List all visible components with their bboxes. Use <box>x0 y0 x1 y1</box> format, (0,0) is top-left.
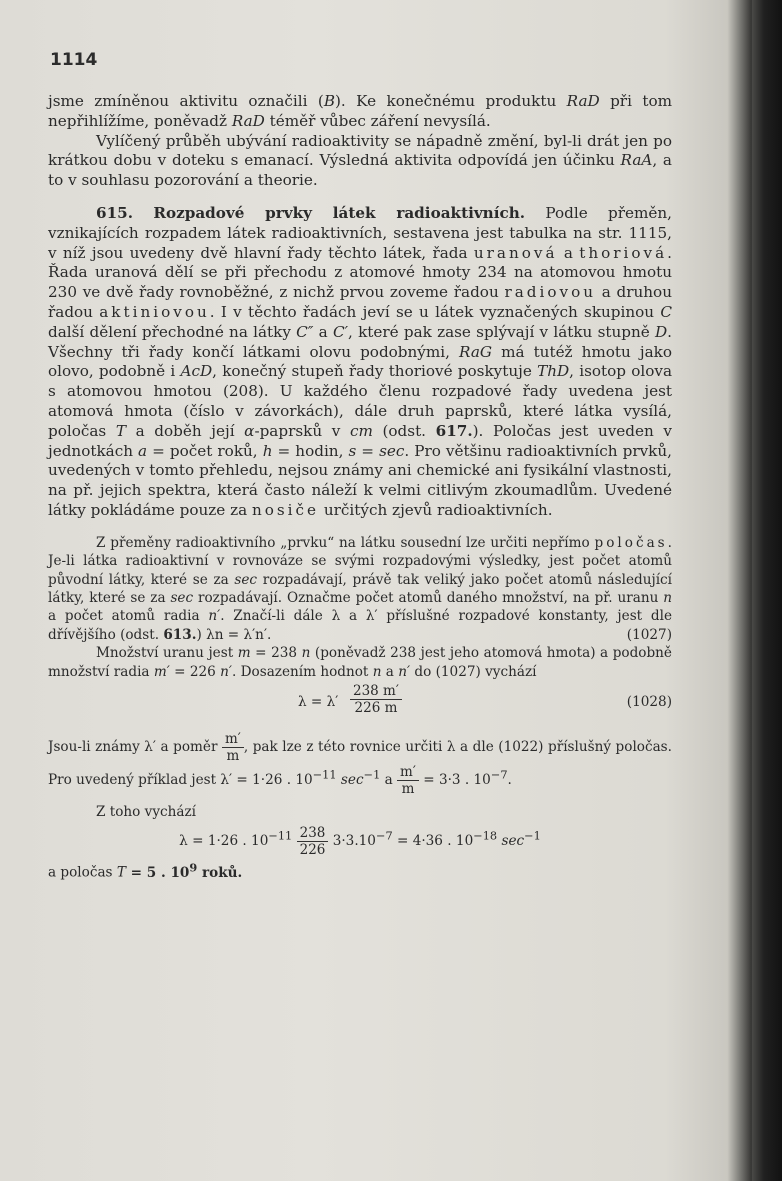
equation-1027: λn = λ′n′. <box>206 626 272 643</box>
paragraph-half-life-derivation: Z přeměny radioaktivního „prvku“ na látku sousední lze určiti nepřímo poločas. Je-li látka radioaktivní v rovnováze se svými rozpadovými výsledky, jest počet atomů původní látky, které se za sec rozpadávají, právě tak veliký jako počet atomů následující látky, které se za sec rozpadávají. Označme počet atomů daného množství, na př. uranu n a počet atomů radia n′. Značí-li dále λ a λ′ příslušné rozpadové konstanty, jest dle dřívějšího (odst. 613.) λn = λ′n′. (1027) <box>48 534 673 643</box>
paragraph-emanation: Vylíčený průběh ubývání radioaktivity se nápadně změní, byl-li drát jen po krátkou dobu v doteku s emanací. Výsledná aktivita odpovídá jen účinku RaA, a to v souhlasu pozorování a theorie. <box>48 131 672 190</box>
equation-1028: λ = λ′ $\frac{238 m'}{226 m}$ (1028) <box>298 682 672 716</box>
equation-number-1027: (1027) <box>626 626 672 643</box>
paragraph-continued: jsme zmíněnou aktivitu označili (B). Ke konečnému produktu RaD při tom nepřihlížíme, poněvadž RaD téměř vůbec záření nevysílá. <box>48 92 672 130</box>
paragraph-ratio: Jsou-li známy λ′ a poměr $\frac{m'}{m}$ , pak lze z této rovnice určiti λ a dle (1022) příslušný poločas. Pro uvedený příklad jest λ′ = 1·26 . $10^{-11}$ $\sec^{-1} a$ $\frac{m'}{m}$ = 3·3 . $10^{-7}$. <box>48 730 672 797</box>
book-gutter <box>752 0 782 1181</box>
result-intro: Z toho vychází <box>96 803 197 820</box>
section-title: Rozpadové prvky látek radioaktivních. <box>153 203 526 222</box>
equation-1028-fraction: $\frac{238 m'}{226 m}$ <box>350 683 402 716</box>
half-life-result: a poločas T = 5 . $10^9$ roků. <box>48 860 243 881</box>
page-number: 1114 <box>50 50 98 70</box>
section-number: 615. <box>96 203 133 222</box>
page-body <box>48 92 672 882</box>
equation-number-1028: (1028) <box>626 693 672 710</box>
section-615: 615. Rozpadové prvky látek radioaktivních. Podle přeměn, vznikajících rozpadem látek radioaktivních, sestavena jest tabulka na str. 1115, v níž jsou uvedeny dvě hlavní řady těchto látek, řada uranová a thoriová. Řada uranová dělí se při přechodu z atomové hmoty 234 na atomovou hmotu 230 ve dvě řady rovnoběžné, z nichž prvou zoveme řadou radiovou a druhou řadou aktiniovou. I v těchto řadách jeví se u látek vyznačených skupinou C další dělení přechodné na látky C″ a C′, které pak zase splývají v látku stupně D. Všechny tři řady končí látkami olovu podobnými, RaG má tutéž hmotu jako olovo, podobně i AcD, konečný stupeň řady thoriové poskytuje ThD, isotop olova s atomovou hmotou (208). U každého členu rozpadové řady uvedena jest atomová hmota (číslo v závorkách), dále druh paprsků, které látka vysílá, poločas T a doběh její α-paprsků v cm (odst. 617.). Poločas jest uveden v jednotkách a = počet roků, h = hodin, s = sec. Pro většinu radioaktivních prvků, uvedených v tomto přehledu, nejsou známy ani chemické ani fysikální vlastnosti, na př. jejich spektra, která často náleží k velmi citlivým zkoumadlům. Uvedené látky pokládáme pouze za nosiče určitých zjevů radioaktivních. <box>48 203 673 519</box>
paragraph-masses: Množství uranu jest m = 238 n (poněvadž 238 jest jeho atomová hmota) a podobně množství radia m′ = 226 n′. Dosazením hodnot n a n′ do (1027) vychází <box>48 645 672 680</box>
result-equation: λ = 1·26 . $10^{-11}$ $\frac{238}{226}$ $3\cdot 3.10^{-7} = 4\cdot 36$ . $10^{-18}$ $\sec^{-1}$ <box>179 825 541 859</box>
